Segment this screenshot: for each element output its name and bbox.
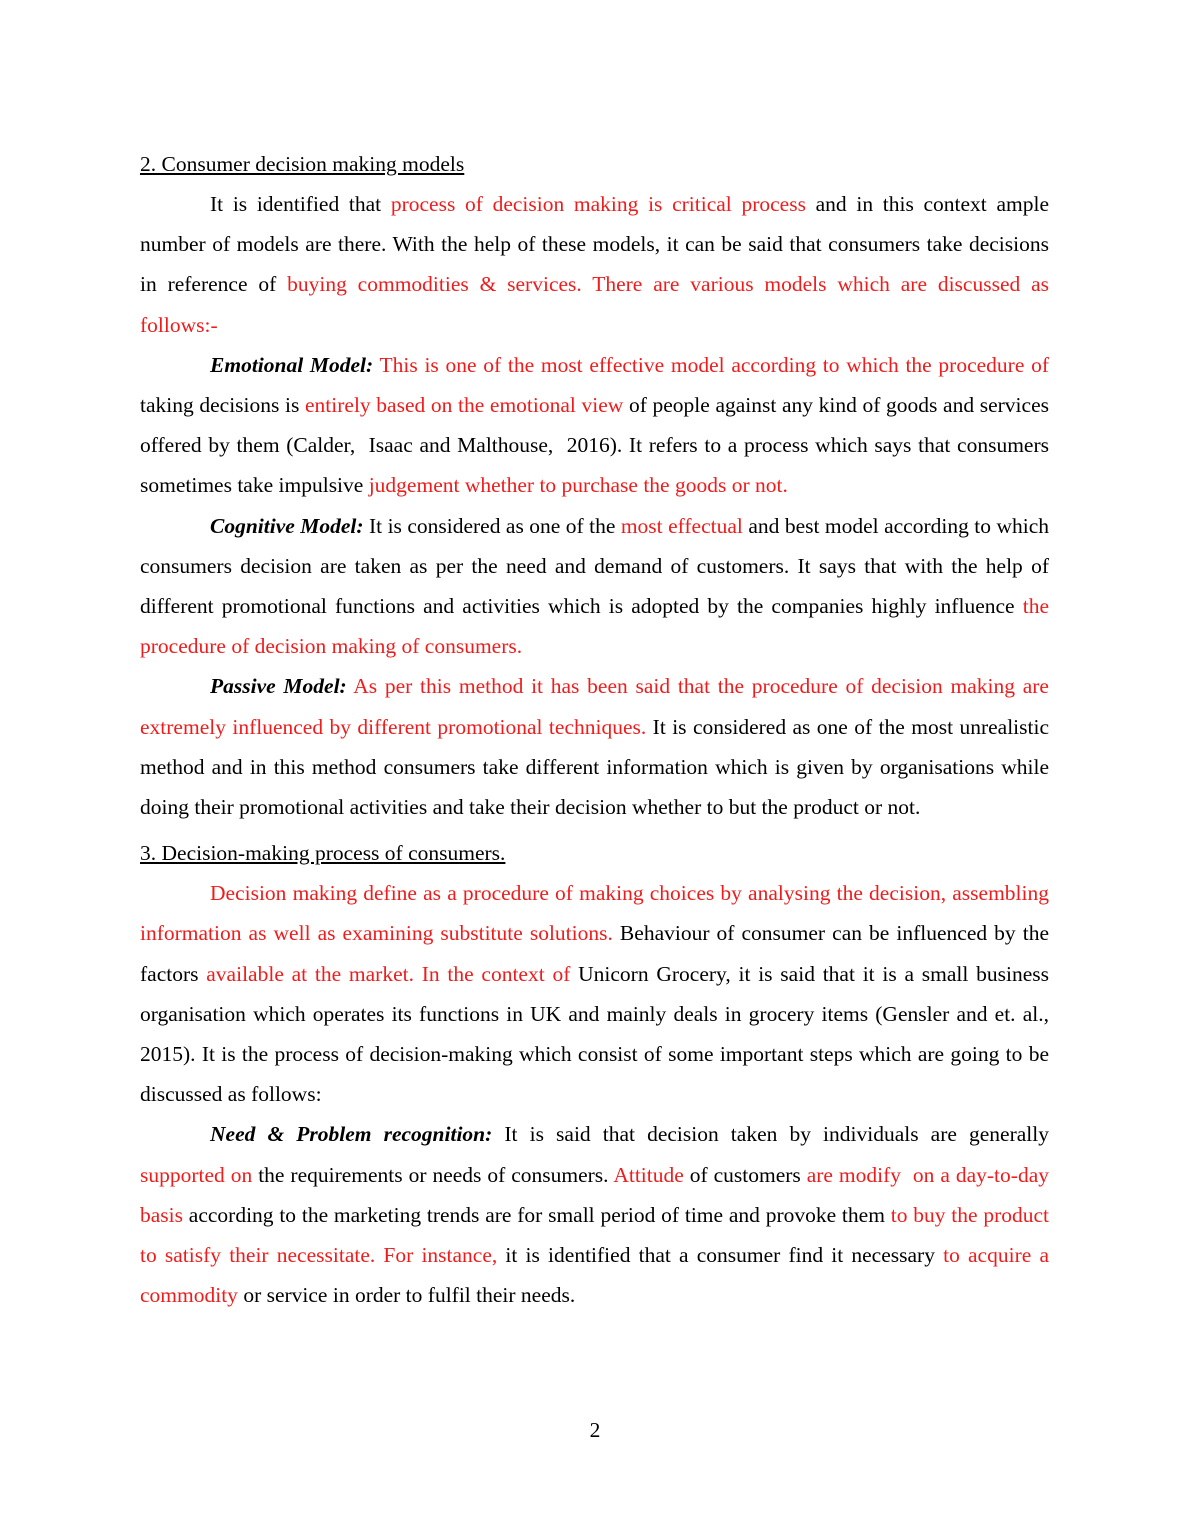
highlighted-text-run: to buy the product to satisfy their necessitate. For instance,	[140, 1202, 1055, 1268]
text-run: Behaviour of consumer can be influenced by the factors	[140, 921, 1055, 986]
paragraph-emotional-model	[140, 345, 1055, 506]
text-run: of people against any kind of goods and services offered by them (Calder, Isaac and Malthouse, 2016). It refers to a process which says that consumers sometimes take impulsive	[140, 393, 1055, 498]
text-run: Unicorn Grocery, it is said that it is a small business organisation which operates its functions in UK and mainly deals in grocery items (Gensler and et. al., 2015). It is the process of decision-making which consist of some important steps which are going to be discussed as follows:	[140, 961, 1055, 1107]
highlighted-text-run: the procedure of decision making of consumers.	[140, 594, 1055, 659]
term-emotional-model: Emotional Model:	[210, 352, 374, 377]
section-heading-decision-making-process: 3. Decision-making process of consumers.	[140, 841, 506, 866]
highlighted-text-run: to acquire a commodity	[140, 1243, 1055, 1308]
text-run: or service in order to fulfil their needs.	[237, 1283, 576, 1308]
text-run: It is considered as one of the most unrealistic method and in this method consumers take different information which is given by organisations while doing their promotional activities and take their decision whether to but the product or not.	[140, 714, 1055, 820]
paragraph-cognitive-model	[140, 506, 1055, 667]
text-run: and best model according to which consumers decision are taken as per the need and demand of customers. It says that with the help of different promotional functions and activities which is adopted by the companies highly influence	[140, 513, 1055, 619]
text-run: of customers	[683, 1162, 807, 1187]
highlighted-text-run: most effectual	[620, 513, 743, 538]
text-run: It is considered as one of the	[363, 513, 621, 538]
text-run: it is identified that a consumer find it necessary	[497, 1243, 944, 1268]
paragraph-decision-making-definition	[140, 873, 1055, 1114]
highlighted-text-run: judgement whether to purchase the goods or not.	[368, 473, 788, 498]
text-run: It is identified that	[210, 192, 391, 216]
highlighted-text-run: Attitude	[613, 1162, 684, 1187]
page-number: 2	[589, 1418, 601, 1442]
text-run: taking decisions is	[140, 352, 1055, 418]
text-run: and in this context ample number of models are there. With the help of these models, it can be said that consumers take decisions in reference of	[140, 192, 1055, 297]
highlighted-text-run: process of decision making is critical process	[390, 192, 806, 216]
term-need-problem-recognition: Need & Problem recognition:	[210, 1122, 493, 1147]
section-heading-consumer-decision-models: 2. Consumer decision making models	[140, 152, 465, 176]
text-run: It is said that decision taken by individuals are generally	[492, 1122, 1055, 1147]
text-run: the requirements or needs of consumers.	[252, 1162, 614, 1187]
highlighted-text-run: As per this method it has been said that the procedure of decision making are extremely influenced by different promotional techniques.	[140, 674, 1055, 739]
paragraph-intro	[140, 184, 1055, 345]
paragraph-need-problem-recognition	[140, 1114, 1055, 1315]
highlighted-text-run: available at the market. In the context of	[206, 961, 571, 986]
highlighted-text-run: entirely based on the emotional view	[305, 393, 624, 418]
highlighted-text-run: Decision making define as a procedure of making choices by analysing the decision, assembling information as well as examining substitute solutions.	[140, 881, 1055, 946]
highlighted-text-run: are modify on a day-to-day basis	[140, 1162, 1055, 1227]
highlighted-text-run: supported on	[140, 1162, 253, 1187]
highlighted-text-run: buying commodities & services. There are various models which are discussed as follows:-	[140, 272, 1055, 337]
term-passive-model: Passive Model:	[210, 674, 347, 699]
paragraph-passive-model	[140, 666, 1055, 827]
highlighted-text-run: This is one of the most effective model according to which the procedure of	[379, 352, 1049, 377]
text-run: according to the marketing trends are for small period of time and provoke them	[183, 1202, 891, 1227]
term-cognitive-model: Cognitive Model:	[210, 513, 364, 538]
document-page	[140, 148, 1055, 1315]
